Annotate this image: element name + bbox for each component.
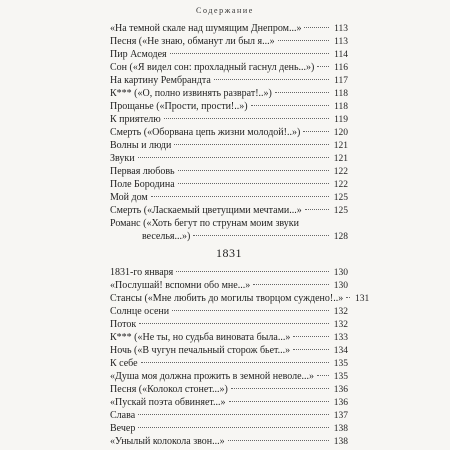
toc-entry (110, 435, 348, 448)
dot-leader (251, 105, 329, 106)
toc-entry (110, 152, 348, 165)
toc-entry-title: Вечер (110, 423, 136, 434)
toc-entry (110, 204, 348, 217)
toc-entry (110, 217, 348, 230)
dot-leader (317, 375, 329, 376)
toc-entry-page: 120 (333, 128, 348, 138)
toc-entry-page: 128 (333, 232, 348, 242)
toc-section-1830 (110, 22, 348, 243)
toc-entry-title: Стансы («Мне любить до могилы творцом суждено!..» (110, 293, 344, 304)
toc-entry-title: К себе (110, 358, 138, 369)
dot-leader (138, 427, 329, 428)
toc-entry-title: «Унылый колокола звон...» (110, 436, 225, 447)
toc-entry (110, 331, 348, 344)
toc-entry-title: Пир Асмодея (110, 49, 167, 60)
toc-entry (110, 61, 348, 74)
toc-entry-title: На картину Рембрандта (110, 75, 211, 86)
toc-entry (110, 318, 348, 331)
toc-entry (110, 126, 348, 139)
dot-leader (138, 414, 329, 415)
dot-leader (304, 27, 329, 28)
toc-entry-title: Солнце осени (110, 306, 170, 317)
toc-entry-continuation (110, 230, 348, 243)
toc-entry-page: 130 (333, 281, 348, 291)
toc-entry-title: «На темной скале над шумящим Днепром...» (110, 23, 302, 34)
toc-entry-title: Звуки (110, 153, 135, 164)
toc-entry-page: 135 (333, 372, 348, 382)
toc-entry-title: Поток (110, 319, 137, 330)
toc-entry-title: Поле Бородина (110, 179, 175, 190)
toc-entry-page: 133 (333, 333, 348, 343)
toc-entry-page: 136 (333, 398, 348, 408)
dot-leader (278, 40, 329, 41)
toc-entry-title: К приятелю (110, 114, 161, 125)
toc-entry-page: 116 (334, 63, 348, 73)
toc-entry-page: 125 (333, 206, 348, 216)
toc-entry (110, 383, 348, 396)
toc-entry-page: 130 (333, 268, 348, 278)
toc-entry-title: Песня («Колокол стонет...») (110, 384, 228, 395)
dot-leader (141, 362, 329, 363)
toc-entry (110, 357, 348, 370)
dot-leader (164, 118, 329, 119)
dot-leader (231, 388, 329, 389)
toc-entry (110, 266, 348, 279)
toc-entry-title: «Пускай поэта обвиняет...» (110, 397, 226, 408)
toc-entry-page: 122 (333, 167, 348, 177)
toc-entry-page: 138 (333, 424, 348, 434)
dot-leader (172, 310, 329, 311)
dot-leader (293, 336, 329, 337)
toc-entry-page: 132 (333, 307, 348, 317)
dot-leader (303, 131, 329, 132)
toc-entry-title: Слава (110, 410, 136, 421)
toc-entry-title: К*** («Не ты, но судьба виновата была...» (110, 332, 291, 343)
toc-entry (110, 165, 348, 178)
year-heading: 1831 (216, 246, 242, 260)
dot-leader (170, 53, 329, 54)
toc-entry (110, 191, 348, 204)
toc-entry (110, 409, 348, 422)
toc-entry-title: Мой дом (110, 192, 148, 203)
toc-entry-page: 113 (334, 24, 348, 34)
toc-entry (110, 113, 348, 126)
toc-entry-title: Смерть («Оборвана цепь жизни молодой!..») (110, 127, 301, 138)
dot-leader (193, 235, 329, 236)
dot-leader (346, 297, 350, 298)
toc-entry-title: Песня («Не знаю, обманут ли был я...» (110, 36, 275, 47)
dot-leader (151, 196, 329, 197)
toc-entry (110, 344, 348, 357)
dot-leader (293, 349, 329, 350)
toc-entry-page: 122 (333, 180, 348, 190)
toc-entry-title: Смерть («Ласкаемый цветущими мечтами...» (110, 205, 302, 216)
toc-entry-title: веселья...») (142, 231, 191, 242)
toc-entry-page: 134 (333, 346, 348, 356)
toc-entry-title: Ночь («В чугун печальный сторож бьет...» (110, 345, 291, 356)
toc-entry (110, 22, 348, 35)
toc-entry (110, 74, 348, 87)
toc-entry-page: 119 (334, 115, 348, 125)
dot-leader (178, 183, 329, 184)
toc-entry (110, 139, 348, 152)
dot-leader (214, 79, 329, 80)
toc-section-1831 (110, 266, 370, 448)
toc-entry-title: К*** («О, полно извинять разврат!..») (110, 88, 272, 99)
toc-entry-page: 118 (334, 89, 348, 99)
toc-entry-page: 121 (333, 141, 348, 151)
toc-entry-page: 125 (333, 193, 348, 203)
toc-entry-title: Прощанье («Прости, прости!..») (110, 101, 248, 112)
toc-entry-title: 1831-го января (110, 267, 174, 278)
toc-entry (110, 305, 348, 318)
toc-entry (110, 370, 348, 383)
toc-entry (110, 279, 348, 292)
toc-entry (110, 87, 348, 100)
toc-entry (110, 35, 348, 48)
toc-entry-title: Волны и люди (110, 140, 172, 151)
dot-leader (275, 92, 329, 93)
dot-leader (174, 144, 329, 145)
dot-leader (139, 323, 329, 324)
toc-entry-page: 131 (354, 294, 370, 304)
dot-leader (176, 271, 329, 272)
toc-entry-title: Первая любовь (110, 166, 175, 177)
toc-entry-title: Сон («Я видел сон: прохладный гаснул день...») (110, 62, 315, 73)
toc-entry (110, 422, 348, 435)
toc-entry-title: «Душа моя должна прожить в земной неволе...» (110, 371, 315, 382)
toc-entry (110, 396, 348, 409)
toc-entry (110, 178, 348, 191)
dot-leader (229, 401, 329, 402)
dot-leader (178, 170, 329, 171)
toc-entry-page: 138 (333, 437, 348, 447)
running-head: Содержание (196, 6, 254, 15)
toc-entry-title: «Послушай! вспомни обо мне...» (110, 280, 251, 291)
toc-entry-page: 137 (333, 411, 348, 421)
toc-entry (110, 48, 348, 61)
toc-entry-page: 136 (333, 385, 348, 395)
toc-entry-page: 135 (333, 359, 348, 369)
toc-entry-page: 132 (333, 320, 348, 330)
toc-entry-page: 117 (334, 76, 348, 86)
dot-leader (317, 66, 329, 67)
dot-leader (305, 209, 329, 210)
toc-entry-page: 121 (333, 154, 348, 164)
toc-entry-title: Романс («Хоть бегут по струнам моим звуки (110, 218, 300, 229)
toc-entry (110, 100, 348, 113)
toc-entry-page: 118 (334, 102, 348, 112)
toc-entry-page: 113 (334, 37, 348, 47)
dot-leader (228, 440, 329, 441)
toc-entry (110, 292, 370, 305)
toc-entry-page: 114 (334, 50, 348, 60)
dot-leader (253, 284, 329, 285)
dot-leader (138, 157, 329, 158)
